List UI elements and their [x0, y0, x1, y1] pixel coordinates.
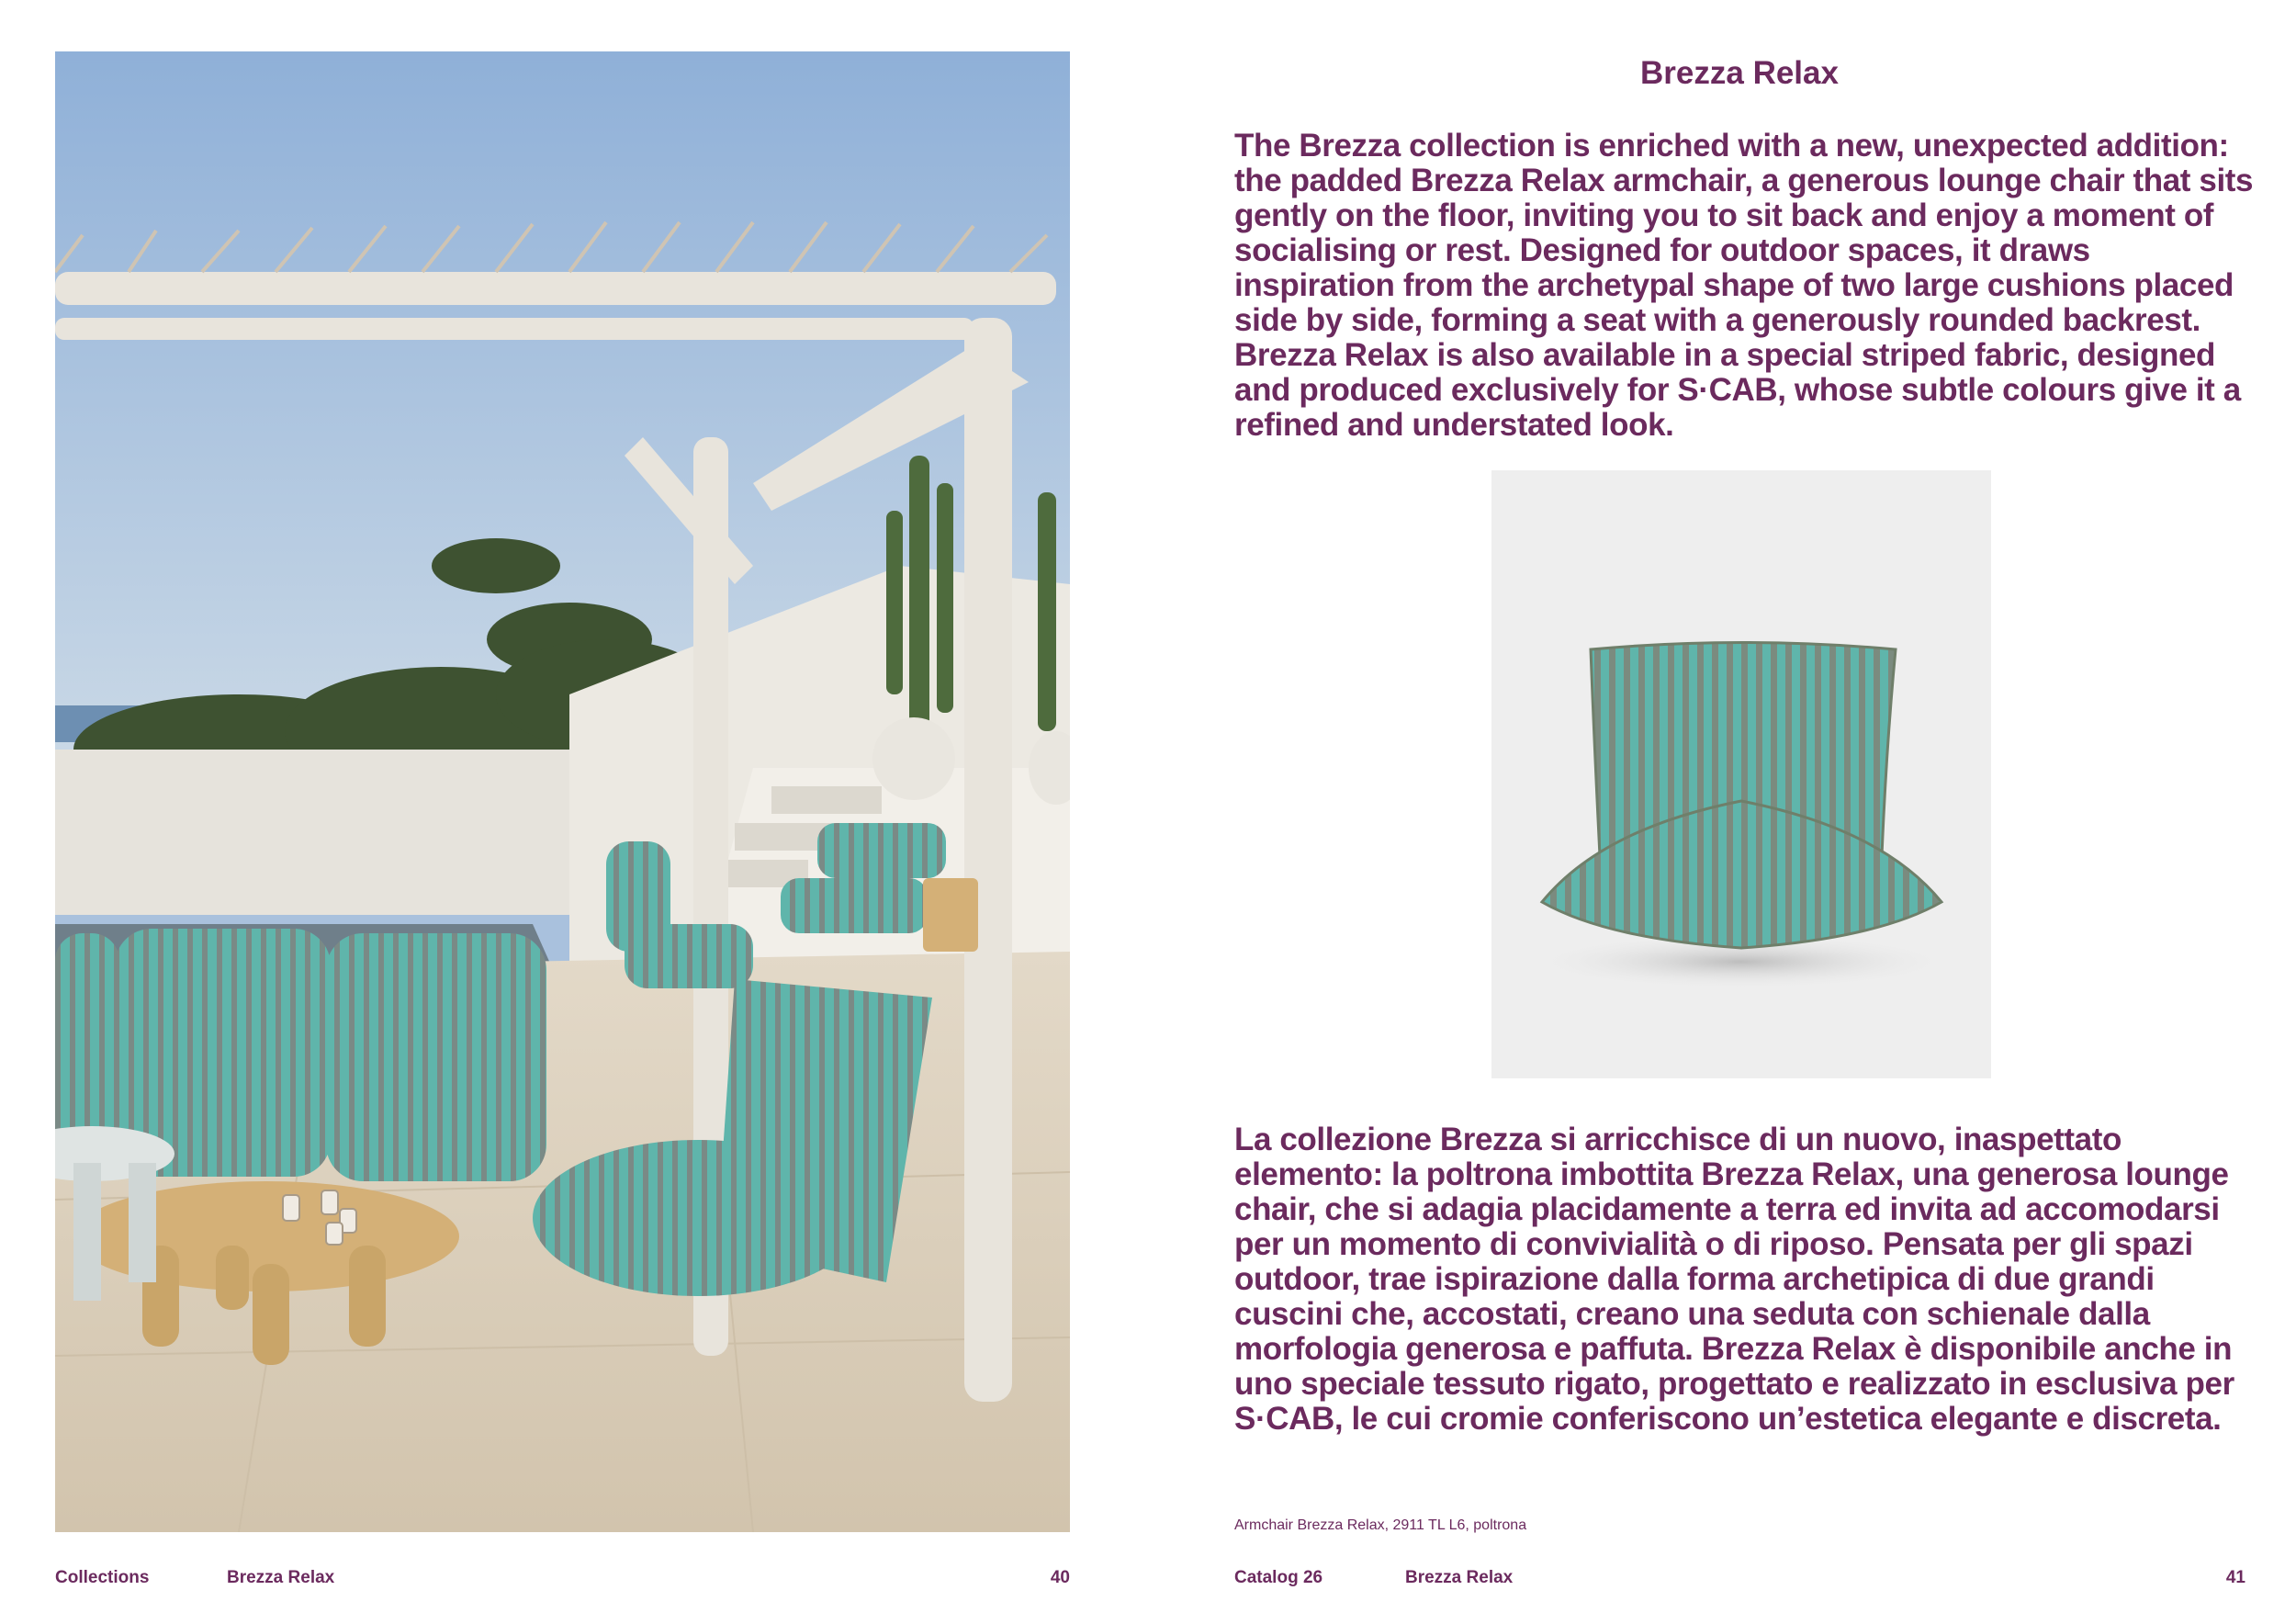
footer-catalog-label: Catalog 26 [1234, 1568, 1323, 1587]
intro-paragraph-italian: La collezione Brezza si arricchisce di un nuovo, inaspettato elemento: la poltrona imbottita Brezza Relax, una generosa lounge chair, che si adagia placidamente a terra ed invita ad accomodarsi per un momento di convivialità o di riposo. Pensata per gli spazi outdoor, trae ispirazione dalla forma archetipica di due grandi cuscini che, accostati, creano una seduta con schienale dalla morfologia generosa e paffuta. Brezza Relax è disponibile anche in uno speciale tessuto rigato, progettato e realizzato in esclusiva per S·CAB, le cui cromie conferiscono un’estetica elegante e discreta. [1234, 1122, 2234, 1437]
image-caption: Armchair Brezza Relax, 2911 TL L6, poltrona [1234, 1517, 1527, 1533]
footer-left-title: Brezza Relax [227, 1568, 335, 1587]
page-number-right: 41 [2225, 1568, 2245, 1587]
page-number-left: 40 [1050, 1568, 1070, 1587]
lifestyle-photo [55, 51, 1070, 1532]
footer-right-title: Brezza Relax [1405, 1568, 1514, 1587]
product-image [1491, 470, 1991, 1078]
page-title: Brezza Relax [1640, 55, 1839, 91]
intro-paragraph-english: The Brezza collection is enriched with a new, unexpected addition: the padded Brezza Relax armchair, a generous lounge chair that sits gently on the floor, inviting you to sit back and enjoy a moment of socialising or rest. Designed for outdoor spaces, it draws inspiration from the archetypal shape of two large cushions placed side by side, forming a seat with a generously rounded backrest. Brezza Relax is also available in a special striped fabric, designed and produced exclusively for S·CAB, whose subtle colours give it a refined and understated look. [1234, 128, 2254, 443]
footer-section-label: Collections [55, 1568, 150, 1587]
